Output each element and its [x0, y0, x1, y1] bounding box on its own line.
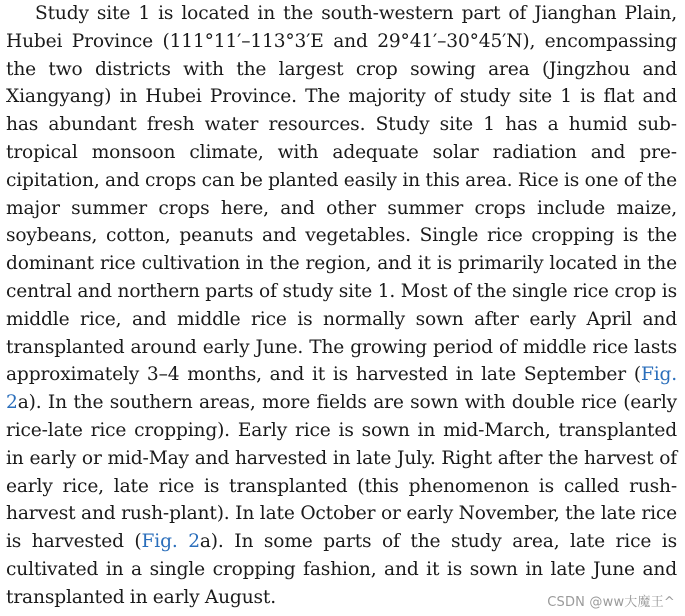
- paragraph-text-part-3: a). In some parts of the study area, late rice is cultivated in a single cropping fashion, and it is sown in late June and transplanted in early August.: [6, 531, 677, 608]
- paragraph-study-site-1: [6, 0, 677, 612]
- figure-2-link-second[interactable]: Fig. 2: [141, 531, 200, 553]
- paragraph-text-part-1: Study site 1 is located in the south-western part of Jianghan Plain, Hubei Province (111°11′–113°3′E and 29°41′–30°45′N), encompassing the two districts with the largest crop sowing area (Jingzhou and Xiangyang) in Hubei Province. The majority of study site 1 is flat and has abundant fresh water resources. Study site 1 has a humid subtropical monsoon climate, with adequate solar radiation and precipitation, and crops can be planted easily in this area. Rice is one of the major summer crops here, and other summer crops include maize, soybeans, cotton, peanuts and vegetables. Single rice cropping is the dominant rice cultivation in the region, and it is primarily located in the central and northern parts of study site 1. Most of the single rice crop is middle rice, and middle rice is normally sown after early April and transplanted around early June. The growing period of middle rice lasts approximately 3–4 months, and it is harvested in late September (: [6, 3, 677, 386]
- paragraph-text-part-2: a). In the southern areas, more fields are sown with double rice (early rice-late rice cropping). Early rice is sown in mid-March, transplanted in early or mid-May and harvested in late July. Right after the harvest of early rice, late rice is transplanted (this phenomenon is called rush-harvest and rush-plant). In late October or early November, the late rice is harvested (: [6, 392, 677, 553]
- figure-2-link[interactable]: Fig. 2: [6, 364, 677, 414]
- article-body: [6, 0, 677, 612]
- csdn-watermark: CSDN @ww大魔王^: [547, 595, 675, 610]
